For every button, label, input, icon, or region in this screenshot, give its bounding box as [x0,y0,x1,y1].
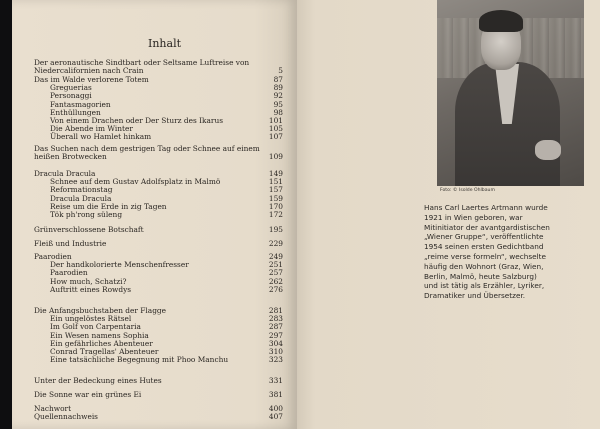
toc-entry-title: heißen Brotwecken [34,152,107,162]
toc-entry-page: 159 [268,193,283,203]
toc-entry-page: 251 [268,260,283,270]
toc-entry-title: Conrad Tragellas' Abenteuer [50,346,159,356]
toc-entry-title: Fleiß und Industrie [34,239,107,248]
toc-entry [12,391,297,399]
toc-entry-title: Der handkolorierte Menschenfresser [50,260,189,270]
toc-entry-page: 98 [273,107,283,117]
author-photo [437,0,584,186]
toc-entry-page: 249 [268,252,283,261]
toc-entry-page: 310 [268,346,283,356]
toc-entry [12,226,297,234]
toc-entry-page: 281 [268,306,283,315]
toc-entry-page: 101 [268,115,283,125]
toc-entry-title: Die Sonne war ein grünes Ei [34,390,142,399]
toc-entry-title: Im Golf von Carpentaria [50,322,141,332]
toc-entry-title: Paarodien [50,268,88,278]
toc-entry-page: 195 [268,225,283,234]
toc-entry-title: Fantasmagorien [50,99,111,109]
toc-entry-title: Nachwort [34,404,72,413]
toc-entry-page: 262 [268,276,283,286]
toc-entry-title: Eine tatsächliche Begegnung mit Phoo Manchu [50,355,229,365]
toc-entry-page: 407 [268,412,283,422]
toc-entry-title: Überall wo Hamlet hinkam [50,132,152,142]
toc-entry-title: Personaggi [50,91,92,101]
toc-entry-page: 149 [268,169,283,178]
bio-line: häufig den Wohnort (Graz, Wien, [424,261,544,271]
toc-entry-title: Greguerias [50,83,92,93]
toc-entry-title: Auftritt eines Rowdys [50,284,132,294]
toc-entry-title: Paarodien [34,252,72,261]
bio-line: Mitinitiator der avantgardistischen [424,222,550,232]
toc-entry-page: 331 [268,376,283,385]
toc-entry [12,377,297,385]
toc-entry-page: 157 [268,185,283,195]
toc-entry-title: Dracula Dracula [34,169,96,178]
toc-section [12,377,297,385]
toc-entry-title: Tök ph'rong süleng [50,209,123,219]
toc-entry-title: Ein Wesen namens Sophia [50,330,149,340]
toc-entry-title: Der aeronautische Sindtbart oder Seltsame Luftreise von [34,58,250,67]
toc-section [12,76,297,142]
toc-entry [12,413,297,421]
toc-entry-page: 381 [268,390,283,399]
toc-entry-title: Schnee auf dem Gustav Adolfsplatz in Malmö [50,177,221,187]
bio-line: und ist tätig als Erzähler, Lyriker, [424,281,545,291]
bio-line: Berlin, Malmö, heute Salzburg) [424,271,537,281]
toc-entry-page: 283 [268,314,283,324]
toc-entry-title: Dracula Dracula [50,193,112,203]
toc-entry-title: Das Suchen nach dem gestrigen Tag oder Schnee auf einem [34,144,260,153]
toc-section [12,307,297,364]
toc-section [12,170,297,219]
toc-entry-page: 172 [268,209,283,219]
author-bio [424,203,590,301]
toc-entry [12,286,297,294]
toc-entry-page: 229 [268,239,283,248]
toc-entry-title: Die Anfangsbuchstaben der Flagge [34,306,167,315]
toc-entry-title: Enthüllungen [50,107,101,117]
toc-entry [12,153,297,161]
toc-entry-title: Unter der Bedeckung eines Hutes [34,376,162,385]
toc-entry-page: 109 [268,152,283,162]
toc-section [12,391,297,399]
toc-entry [12,211,297,219]
bio-line: Hans Carl Laertes Artmann wurde [424,203,548,212]
toc-entry-page: 105 [268,124,283,134]
toc-entry-title: Grünverschlossene Botschaft [34,225,144,234]
toc-entry-page: 151 [268,177,283,187]
toc-section [12,145,297,161]
toc-entry-title: Von einem Drachen oder Der Sturz des Ikarus [50,115,224,125]
toc-entry-page: 400 [268,404,283,413]
toc-entry-page: 297 [268,330,283,340]
toc-entry-page: 170 [268,201,283,211]
toc-section [12,240,297,248]
toc-entry-title: How much, Schatzi? [50,276,127,286]
toc-section [12,59,297,75]
toc-entry-page: 304 [268,338,283,348]
toc-entry-title: Ein ungelöstes Rätsel [50,314,132,324]
toc-entry-page: 287 [268,322,283,332]
toc-entry-page: 89 [273,83,283,93]
toc-entry [12,133,297,141]
toc-entry-title: Reise um die Erde in zig Tagen [50,201,167,211]
toc-entry-title: Das im Walde verlorene Totem [34,75,149,84]
toc-entry-page: 323 [268,355,283,365]
toc-entry-page: 107 [268,132,283,142]
bio-line: 1921 in Wien geboren, war [424,212,523,222]
toc-entry-title: Die Abende im Winter [50,124,133,134]
toc-entry [12,240,297,248]
toc-entry-page: 92 [273,91,283,101]
author-hair [479,10,523,32]
toc-entry-title: Ein gefährliches Abenteuer [50,338,153,348]
bio-line: „reime verse formeln“, wechselte [424,251,547,261]
author-hand [535,140,561,160]
toc-entry-page: 257 [268,268,283,278]
toc-title: Inhalt [148,37,182,50]
toc-section [12,253,297,294]
toc-section [12,226,297,234]
toc-entry-page: 95 [273,99,283,109]
toc-entry-page: 276 [268,284,283,294]
bio-line: Dramatiker und Übersetzer. [424,291,526,301]
toc-entry-title: Quellennachweis [34,412,98,422]
toc-entry [12,356,297,364]
toc-entry-page: 5 [278,66,283,76]
photo-caption: Foto: © Isolde Ohlbaum [440,188,495,193]
toc-entry-title: Niedercalifornien nach Crain [34,66,144,76]
bio-line: 1954 seinen ersten Gedichtband [424,242,544,252]
left-page [12,0,297,429]
toc-section [12,405,297,421]
toc-entry-title: Reformationstag [50,185,113,195]
bio-line: „Wiener Gruppe“, veröffentlichte [424,232,544,242]
toc-entry-page: 87 [273,75,283,84]
